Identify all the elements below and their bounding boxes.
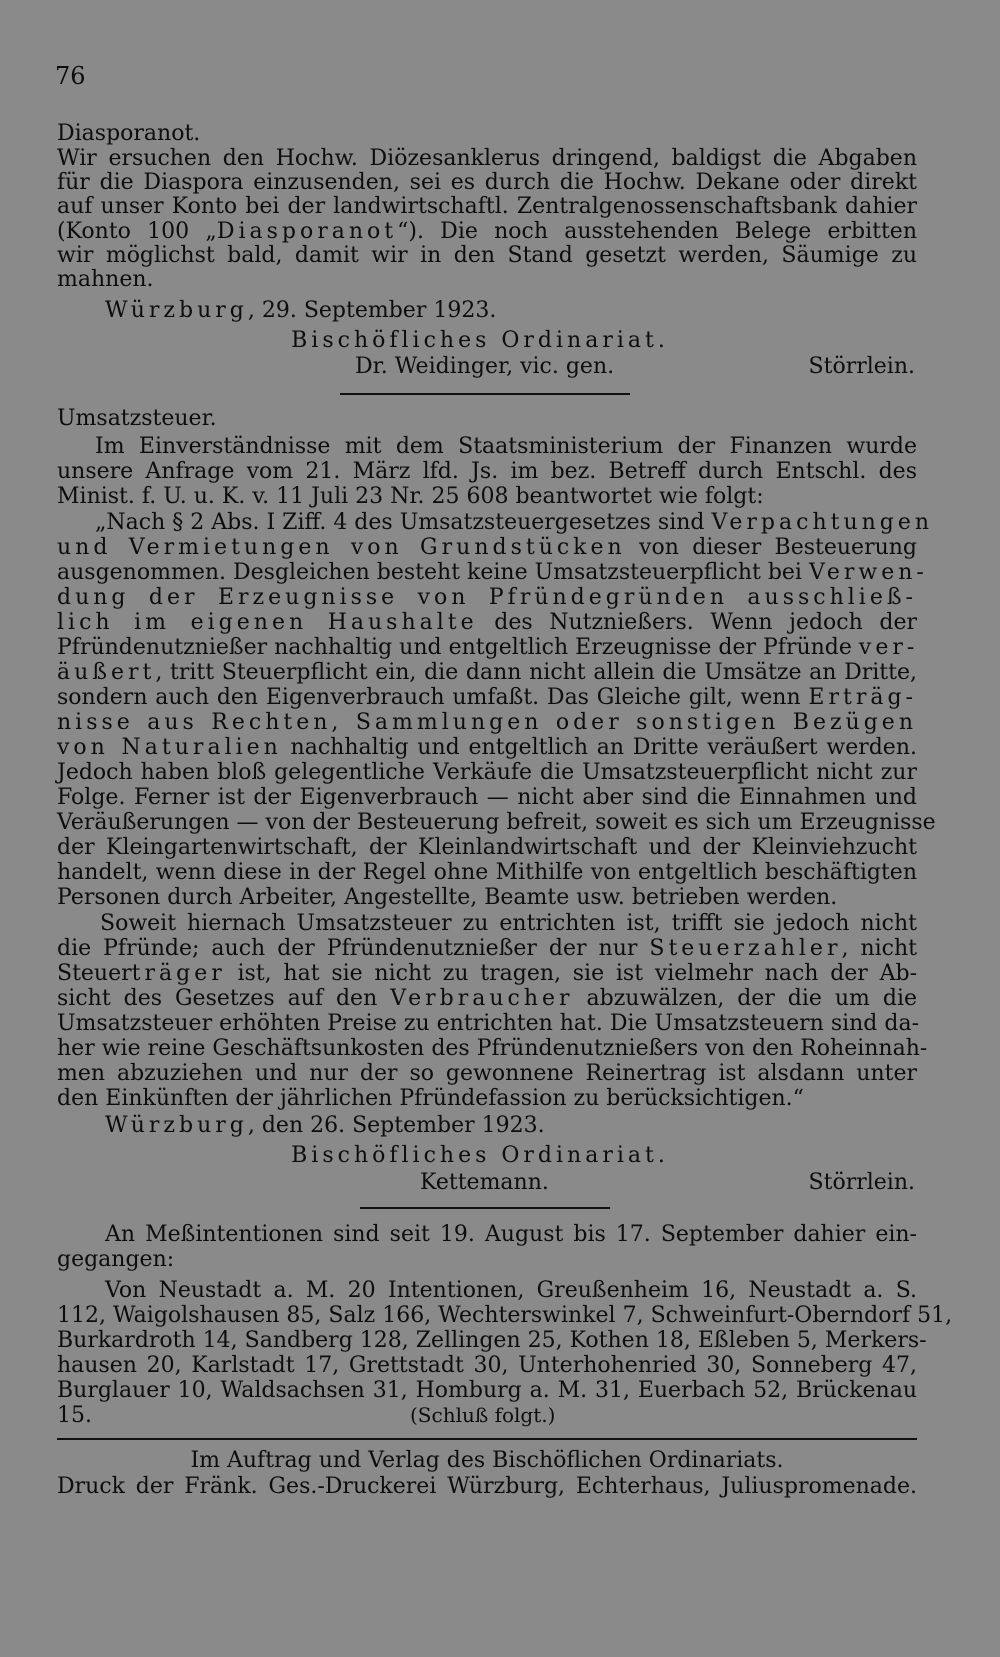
page-number: 76 [55,62,86,90]
section-heading-tax: Umsatzsteuer. [57,406,217,431]
paragraph-line: den Einkünften der jährlichen Pfründefassion zu berücksichtigen.“ [57,1086,804,1111]
paragraph-line: von Naturalien nachhaltig und entgeltlich an Dritte veräußert werden. [57,735,917,760]
paragraph-line: men abzuziehen und nur der so gewonnene Reinertrag ist alsdann unter [57,1061,917,1086]
paragraph-line: Folge. Ferner ist der Eigenverbrauch — nicht aber sind die Einnahmen und [57,785,917,810]
paragraph-line: (Konto 100 „Diasporanot“). Die noch ausstehenden Belege erbitten [57,219,917,244]
paragraph-line: 15. [57,1403,92,1428]
paragraph-line: dung der Erzeugnisse von Pfründegründen ausschließ- [57,585,917,610]
paragraph-line: Umsatzsteuer erhöhten Preise zu entrichten hat. Die Umsatzsteuern sind da- [57,1011,920,1036]
paragraph-line: unsere Anfrage vom 21. März lfd. Js. im bez. Betreff durch Entschl. des [57,459,917,484]
paragraph-line: Im Einverständnisse mit dem Staatsministerium der Finanzen wurde [95,434,917,459]
paragraph-line: Steuerträger ist, hat sie nicht zu tragen, sie ist vielmehr nach der Ab- [57,961,917,986]
paragraph-line: äußert, tritt Steuerpflicht ein, die dann nicht allein die Umsätze an Dritte, [57,660,917,685]
paragraph-line: sicht des Gesetzes auf den Verbraucher abzuwälzen, der die um die [57,986,918,1011]
signer-vicar-general: Dr. Weidinger, vic. gen. [355,354,615,379]
paragraph-line: ausgenommen. Desgleichen besteht keine Umsatzsteuerpflicht bei Verwen- [57,560,928,585]
paragraph-line: Veräußerungen — von der Besteuerung befreit, soweit es sich um Erzeugnisse [57,810,936,835]
footer-printer: Druck der Fränk. Ges.-Druckerei Würzburg, Echterhaus, Juliuspromenade. [57,1474,917,1499]
office-title: Bischöfliches Ordinariat. [291,328,669,353]
paragraph-line: die Pfründe; auch der Pfründenutznießer der nur Steuerzahler, nicht [57,936,917,961]
paragraph-line: Von Neustadt a. M. 20 Intentionen, Greußenheim 16, Neustadt a. S. [105,1278,917,1303]
paragraph-line: Burglauer 10, Waldsachsen 31, Homburg a. M. 31, Euerbach 52, Brückenau [57,1378,917,1403]
footer-divider [57,1438,917,1440]
paragraph-line: wir möglichst bald, damit wir in den Stand gesetzt werden, Säumige zu [57,243,917,268]
paragraph-line: Jedoch haben bloß gelegentliche Verkäufe die Umsatzsteuerpflicht nicht zur [57,760,917,785]
paragraph-line: für die Diaspora einzusenden, sei es durch die Hochw. Dekane oder direkt [57,170,917,195]
paragraph-line: handelt, wenn diese in der Regel ohne Mithilfe von entgeltlich beschäftigten [57,860,917,885]
office-title: Bischöfliches Ordinariat. [291,1143,669,1168]
paragraph-line: her wie reine Geschäftsunkosten des Pfründenutznießers von den Roheinnah- [57,1036,928,1061]
paragraph-line: auf unser Konto bei der landwirtschaftl. Zentralgenossenschaftsbank dahier [57,194,917,219]
paragraph-line: 112, Waigolshausen 85, Salz 166, Wechterswinkel 7, Schweinfurt-Oberndorf 51, [57,1303,953,1328]
paragraph-line: Personen durch Arbeiter, Angestellte, Beamte usw. betrieben werden. [57,885,838,910]
signer-secretary: Störrlein. [808,1170,915,1195]
paragraph-line: „Nach § 2 Abs. I Ziff. 4 des Umsatzsteuergesetzes sind Verpachtungen [95,510,934,535]
paragraph-line: Soweit hiernach Umsatzsteuer zu entrichten ist, trifft sie jedoch nicht [100,911,917,936]
paragraph-line: sondern auch den Eigenverbrauch umfaßt. Das Gleiche gilt, wenn Erträg- [57,685,917,710]
section-divider [340,393,630,395]
place-date: Würzburg, den 26. September 1923. [105,1113,545,1138]
paragraph-line: lich im eigenen Haushalte des Nutznießers. Wenn jedoch der [57,610,917,635]
paragraph-line: Burkardroth 14, Sandberg 128, Zellingen 25, Kothen 18, Eßleben 5, Merkers- [57,1328,927,1353]
continuation-note: (Schluß folgt.) [410,1403,556,1427]
paragraph-line: hausen 20, Karlstadt 17, Grettstadt 30, Unterhohenried 30, Sonneberg 47, [57,1353,917,1378]
paragraph-line: gegangen: [57,1247,175,1272]
signer-secretary: Störrlein. [808,354,915,379]
paragraph-line: An Meßintentionen sind seit 19. August bis 17. September dahier ein- [105,1222,917,1247]
paragraph-line: nisse aus Rechten, Sammlungen oder sonstigen Bezügen [57,710,917,735]
footer-publisher: Im Auftrag und Verlag des Bischöflichen Ordinariats. [190,1448,784,1473]
paragraph-line: der Kleingartenwirtschaft, der Kleinlandwirtschaft und der Kleinviehzucht [57,835,917,860]
paragraph-line: mahnen. [57,267,154,292]
paragraph-line: Pfründenutznießer nachhaltig und entgeltlich Erzeugnisse der Pfründe ver- [57,635,919,660]
signer-kettemann: Kettemann. [420,1170,549,1195]
section-divider [360,1207,610,1209]
paragraph-line: Wir ersuchen den Hochw. Diözesanklerus dringend, baldigst die Abgaben [57,146,917,171]
place-date: Würzburg, 29. September 1923. [105,298,497,323]
paragraph-line: Minist. f. U. u. K. v. 11 Juli 23 Nr. 25 608 beantwortet wie folgt: [57,484,764,509]
paragraph-line: und Vermietungen von Grundstücken von dieser Besteuerung [57,535,918,560]
section-heading-diaspora: Diasporanot. [57,121,201,146]
